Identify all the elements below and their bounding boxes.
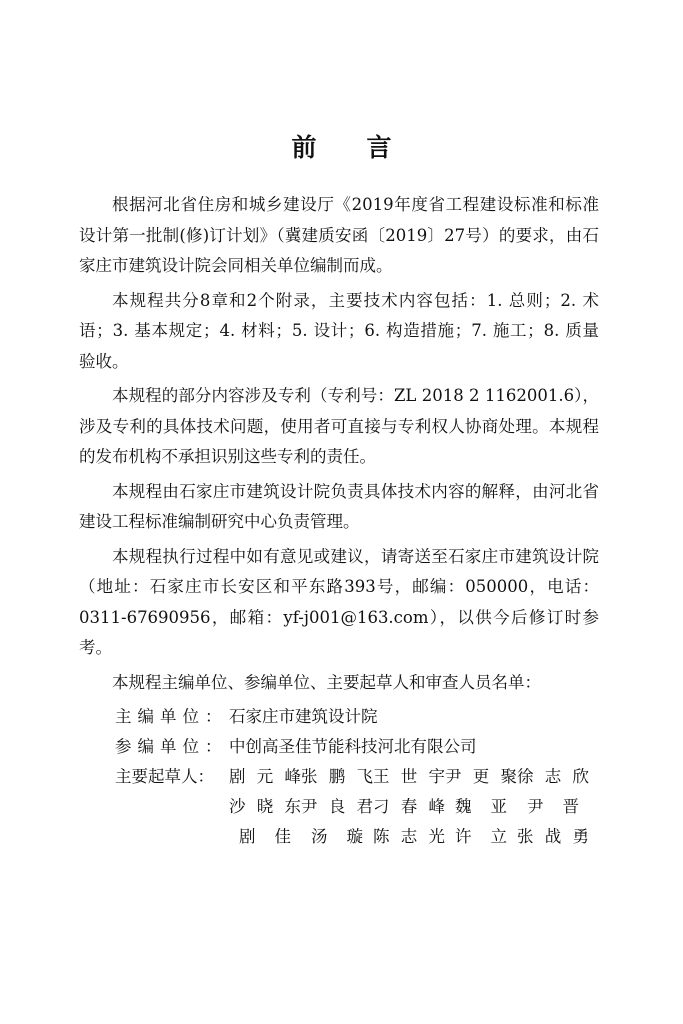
title-char-2: 言 <box>366 133 392 162</box>
drafter-names-2 <box>229 793 589 817</box>
paragraph-5: 本规程执行过程中如有意见或建议，请寄送至石家庄市建筑设计院（地址：石家庄市长安区和平东路393号，邮编：050000，电话：0311-67690956，邮箱：yf-j001@163.com），以供今后修订时参考。 <box>79 546 599 657</box>
drafters-label: 主要起草人： <box>115 767 214 786</box>
drafter-name: 汤璇 <box>311 827 363 846</box>
drafter-name: 尹良君 <box>301 797 373 816</box>
co-unit-row <box>79 733 599 763</box>
co-unit-label: 参编单位： <box>115 737 228 756</box>
paragraph-1: 根据河北省住房和城乡建设厅《2019年度省工程建设标准和标准设计第一批制(修)订计划》（冀建质安函〔2019〕27号）的要求，由石家庄市建筑设计院会同相关单位编制而成。 <box>79 195 599 275</box>
drafters-row-3 <box>79 823 599 853</box>
drafter-name: 刁春峰 <box>373 797 445 816</box>
drafters-row-1 <box>79 763 599 793</box>
page-title <box>0 128 683 164</box>
drafter-name: 张战勇 <box>517 827 589 846</box>
chief-unit-row <box>79 703 599 733</box>
drafter-name: 魏亚 <box>455 797 507 816</box>
drafter-name: 剧佳 <box>239 827 291 846</box>
drafter-name: 张鹏飞 <box>301 767 373 786</box>
chief-unit-label: 主编单位： <box>115 707 228 726</box>
drafter-name: 陈志光 <box>373 827 445 846</box>
drafter-names-3 <box>229 823 589 847</box>
co-unit-value: 中创高圣佳节能科技河北有限公司 <box>229 737 477 756</box>
drafter-name: 徐志欣 <box>517 767 589 786</box>
preface-body <box>79 190 599 702</box>
staff-list <box>79 703 599 853</box>
drafters-row-2 <box>79 793 599 823</box>
drafter-name: 沙晓东 <box>229 797 301 816</box>
drafter-names-1 <box>229 763 589 787</box>
drafter-name: 尹更聚 <box>445 767 517 786</box>
drafter-name: 剧元峰 <box>229 767 301 786</box>
paragraph-4: 本规程由石家庄市建筑设计院负责具体技术内容的解释，由河北省建设工程标准编制研究中心负责管理。 <box>79 481 599 531</box>
drafter-name: 许立 <box>455 827 507 846</box>
paragraph-2: 本规程共分8章和2个附录，主要技术内容包括：1. 总则；2. 术语；3. 基本规定；4. 材料；5. 设计；6. 构造措施；7. 施工；8. 质量验收。 <box>79 290 599 371</box>
title-char-1: 前 <box>291 133 317 162</box>
drafter-name: 王世宇 <box>373 767 445 786</box>
drafter-name: 尹晋 <box>527 797 579 816</box>
paragraph-6: 本规程主编单位、参编单位、主要起草人和审查人员名单： <box>112 672 541 692</box>
chief-unit-value: 石家庄市建筑设计院 <box>229 707 378 726</box>
paragraph-3: 本规程的部分内容涉及专利（专利号：ZL 2018 2 1162001.6），涉及专利的具体技术问题，使用者可直接与专利权人协商处理。本规程的发布机构不承担识别这些专利的责任。 <box>79 386 599 466</box>
